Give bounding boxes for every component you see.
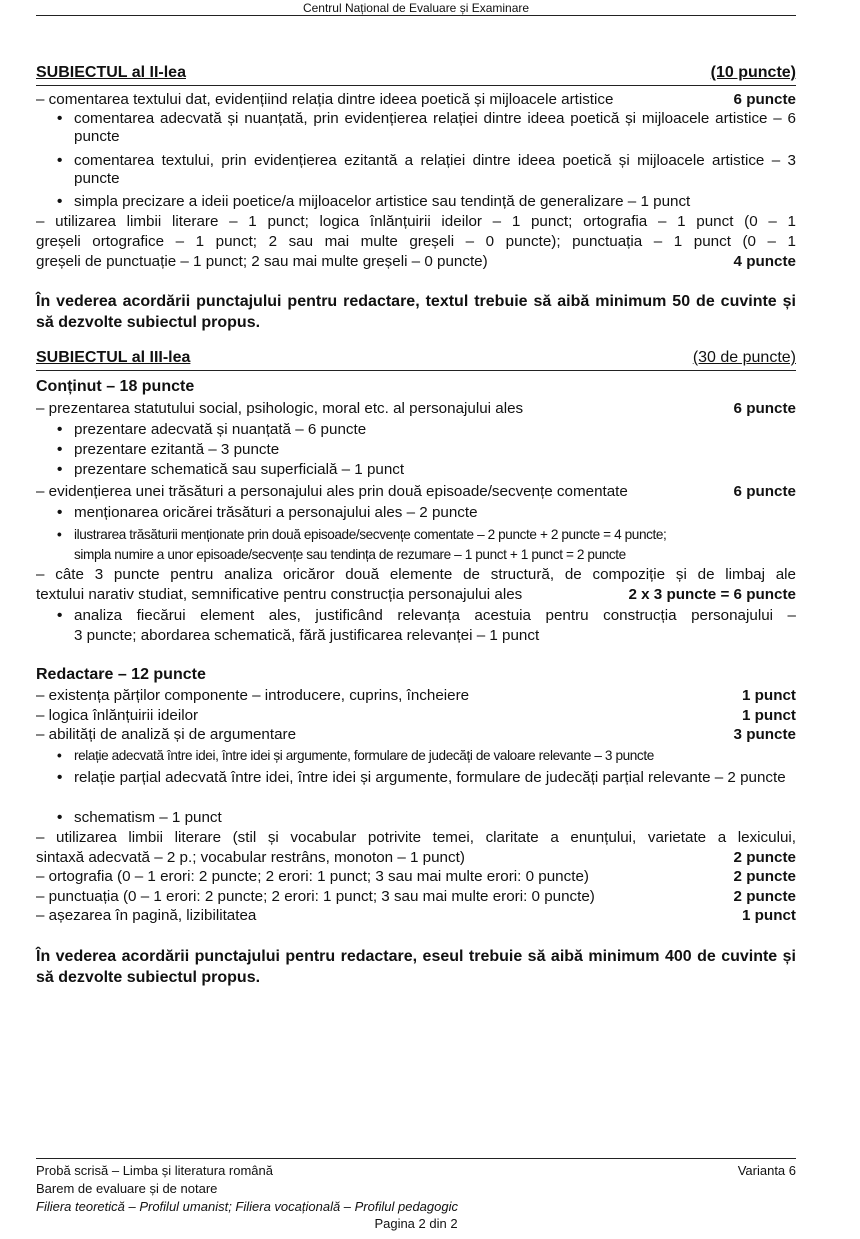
header-divider (36, 15, 796, 16)
s3-note: În vederea acordării punctajului pentru redactare, eseul trebuie să aibă minimum 400 de cuvinte și să dezvolte subiectul propus. (36, 948, 796, 986)
s3-writing-language-line-1: – utilizarea limbii literare (stil și vocabular potrivite temei, claritate a enunțului, varietate a lexicului, (36, 829, 796, 846)
s3-trait-bullet-2-line-1: ilustrarea trăsăturii menționate prin două episoade/secvențe comentate – 2 puncte + 2 puncte = 4 puncte; (74, 527, 667, 542)
s3-status-bullet-1-text: prezentare adecvată și nuanțată – 6 puncte (74, 421, 367, 438)
s3-writing-spelling-text: – ortografia (0 – 1 erori: 2 puncte; 2 erori: 1 punct; 3 sau mai multe erori: 0 puncte) (36, 868, 589, 885)
s3-item-status-text: – prezentarea statutului social, psihologic, moral etc. al personajului ales (36, 400, 524, 417)
s3-status-bullet-2-text: prezentare ezitantă – 3 puncte (74, 441, 280, 458)
s3-writing-punctuation-text: – punctuația (0 – 1 erori: 2 puncte; 2 erori: 1 punct; 3 sau mai multe erori: 0 puncte) (36, 888, 595, 905)
s3-item-status-points: 6 puncte (733, 400, 796, 417)
bullet-icon: • (57, 607, 63, 624)
footer-row-1 (36, 1163, 796, 1179)
s2-item-commentary (36, 91, 796, 109)
bullet-icon: • (57, 504, 63, 521)
s3-writing-language-points: 2 puncte (733, 849, 796, 866)
s2-bullet-2 (57, 152, 796, 188)
s3-status-bullet-3-text: prezentare schematică sau superficială – 1 punct (74, 461, 405, 478)
s3-structure-line-2-text: textului narativ studiat, semnificative pentru construcția personajului ales (36, 586, 523, 603)
s3-item-status (36, 400, 796, 418)
s3-writing-analysis (36, 726, 796, 744)
bullet-icon: • (57, 421, 63, 438)
s2-language-line-1: – utilizarea limbii literare – 1 punct; logica înlănțuirii ideilor – 1 punct; ortografia – 1 punct (0 – 1 (36, 213, 796, 230)
bullet-icon: • (57, 461, 63, 478)
s3-structure-line-2 (36, 586, 796, 604)
s3-writing-analysis-text: – abilități de analiză și de argumentare (36, 726, 297, 743)
s2-item-commentary-text: – comentarea textului dat, evidențiind relația dintre ideea poetică și mijloacele artistice (36, 91, 614, 108)
s3-trait-bullet-2 (57, 526, 796, 544)
bullet-icon: • (57, 809, 63, 826)
header-organization: Centrul Național de Evaluare și Examinare (302, 1, 530, 15)
s3-status-bullet-1 (57, 421, 796, 439)
section-3-heading (36, 349, 796, 367)
content-heading: Conținut – 18 puncte (36, 378, 195, 395)
section-2-points: (10 puncte) (710, 64, 796, 81)
bullet-icon: • (57, 527, 62, 542)
bullet-icon: • (57, 748, 62, 763)
s3-trait-bullet-2-line-2: simpla numire a unor episoade/secvențe sau tendința de rezumare – 1 punct + 1 punct = 2 puncte (74, 547, 626, 562)
s3-writing-layout-text: – așezarea în pagină, lizibilitatea (36, 907, 257, 924)
footer-variant: Varianta 6 (737, 1163, 796, 1178)
section-3-points: (30 de puncte) (692, 349, 796, 366)
s3-writing-spelling-points: 2 puncte (733, 868, 796, 885)
s3-writing-layout-points: 1 punct (741, 907, 796, 924)
footer-page-number: Pagina 2 din 2 (374, 1216, 458, 1231)
s3-writing-logic-points: 1 punct (741, 707, 796, 724)
s3-item-trait (36, 483, 796, 501)
s3-writing-language-line-2 (36, 849, 796, 867)
s3-analysis-bullet-2-text: relație parțial adecvată între idei, între idei și argumente, formulare de judecăți parțial relevante – 2 puncte (74, 769, 786, 786)
s3-analysis-bullet-3-text: schematism – 1 punct (74, 809, 222, 826)
s2-bullet-3-text: simpla precizare a ideii poetice/a mijloacelor artistice sau tendință de generalizare – 1 punct (74, 193, 691, 210)
writing-heading: Redactare – 12 puncte (36, 666, 206, 683)
s3-analysis-bullet-1 (57, 747, 796, 765)
s3-item-trait-points: 6 puncte (733, 483, 796, 500)
s3-status-bullet-3 (57, 461, 796, 479)
s3-writing-punctuation-points: 2 puncte (733, 888, 796, 905)
s3-structure-points: 2 x 3 puncte = 6 puncte (628, 586, 796, 603)
s3-item-trait-text: – evidențierea unei trăsături a personajului ales prin două episoade/secvențe comentate (36, 483, 628, 500)
section-2-title: SUBIECTUL al II-lea (36, 64, 186, 81)
s2-language-points: 4 puncte (733, 253, 796, 270)
s2-language-line-2: greșeli ortografice – 1 punct; 2 sau mai multe greșeli – 0 puncte); punctuația – 1 punct (0 – 1 (36, 233, 796, 250)
s3-writing-parts (36, 687, 796, 705)
section-3-title: SUBIECTUL al III-lea (36, 349, 191, 366)
s3-analysis-bullet-2 (57, 769, 796, 787)
s3-trait-bullet-1 (57, 504, 796, 522)
s2-item-commentary-points: 6 puncte (733, 91, 796, 108)
s3-trait-bullet-1-text: menționarea oricărei trăsături a personajului ales – 2 puncte (74, 504, 478, 521)
s3-structure-bullet-line-1: analiza fiecărui element ales, justificând relevanța acestuia pentru construcția personajului – (74, 607, 796, 624)
bullet-icon: • (57, 769, 63, 786)
bullet-icon: • (57, 110, 63, 127)
s3-writing-punctuation (36, 888, 796, 906)
s3-writing-spelling (36, 868, 796, 886)
s3-writing-analysis-points: 3 puncte (733, 726, 796, 743)
s2-bullet-3 (57, 193, 796, 211)
bullet-icon: • (57, 193, 63, 210)
footer-divider (36, 1158, 796, 1159)
s3-writing-language-line-2-text: sintaxă adecvată – 2 p.; vocabular restrâns, monoton – 1 punct) (36, 849, 465, 866)
s3-structure-line-1: – câte 3 puncte pentru analiza oricăror două elemente de structură, de compoziție și de limbaj ale (36, 566, 796, 583)
section-3-rule (36, 370, 796, 371)
footer-exam-name: Probă scrisă – Limba și literatura română (36, 1163, 273, 1178)
bullet-icon: • (57, 441, 63, 458)
s2-language-line-3-text: greșeli de punctuație – 1 punct; 2 sau mai multe greșeli – 0 puncte) (36, 253, 488, 270)
s2-note: În vederea acordării punctajului pentru redactare, textul trebuie să aibă minimum 50 de cuvinte și să dezvolte subiectul propus. (36, 293, 796, 331)
s2-language-line-3 (36, 253, 796, 271)
s3-writing-parts-points: 1 punct (741, 687, 796, 704)
s3-structure-bullet-1 (57, 607, 796, 625)
bullet-icon: • (57, 152, 63, 169)
s3-writing-parts-text: – existența părților componente – introducere, cuprins, încheiere (36, 687, 470, 704)
s3-writing-logic-text: – logica înlănțuirii ideilor (36, 707, 199, 724)
s3-analysis-bullet-1-text: relație adecvată între idei, între idei și argumente, formulare de judecăți de valoare relevante – 3 puncte (74, 748, 654, 763)
s3-writing-layout (36, 907, 796, 925)
s2-bullet-2-text: comentarea textului, prin evidențierea ezitantă a relației dintre ideea poetică și mijloacele artistice – 3 puncte (74, 152, 796, 187)
s3-structure-bullet-line-2: 3 puncte; abordarea schematică, fără justificarea relevanței – 1 punct (74, 627, 540, 644)
footer-profile: Filiera teoretică – Profilul umanist; Filiera vocațională – Profilul pedagogic (36, 1199, 458, 1214)
footer-document-type: Barem de evaluare și de notare (36, 1181, 218, 1196)
s3-status-bullet-2 (57, 441, 796, 459)
s3-analysis-bullet-3 (57, 809, 796, 827)
section-2-rule (36, 85, 796, 86)
s2-bullet-1 (57, 110, 796, 146)
s2-bullet-1-text: comentarea adecvată și nuanțată, prin evidențierea relației dintre ideea poetică și mijloacele artistice – 6 puncte (74, 110, 796, 145)
section-2-heading (36, 64, 796, 82)
s3-writing-logic (36, 707, 796, 725)
